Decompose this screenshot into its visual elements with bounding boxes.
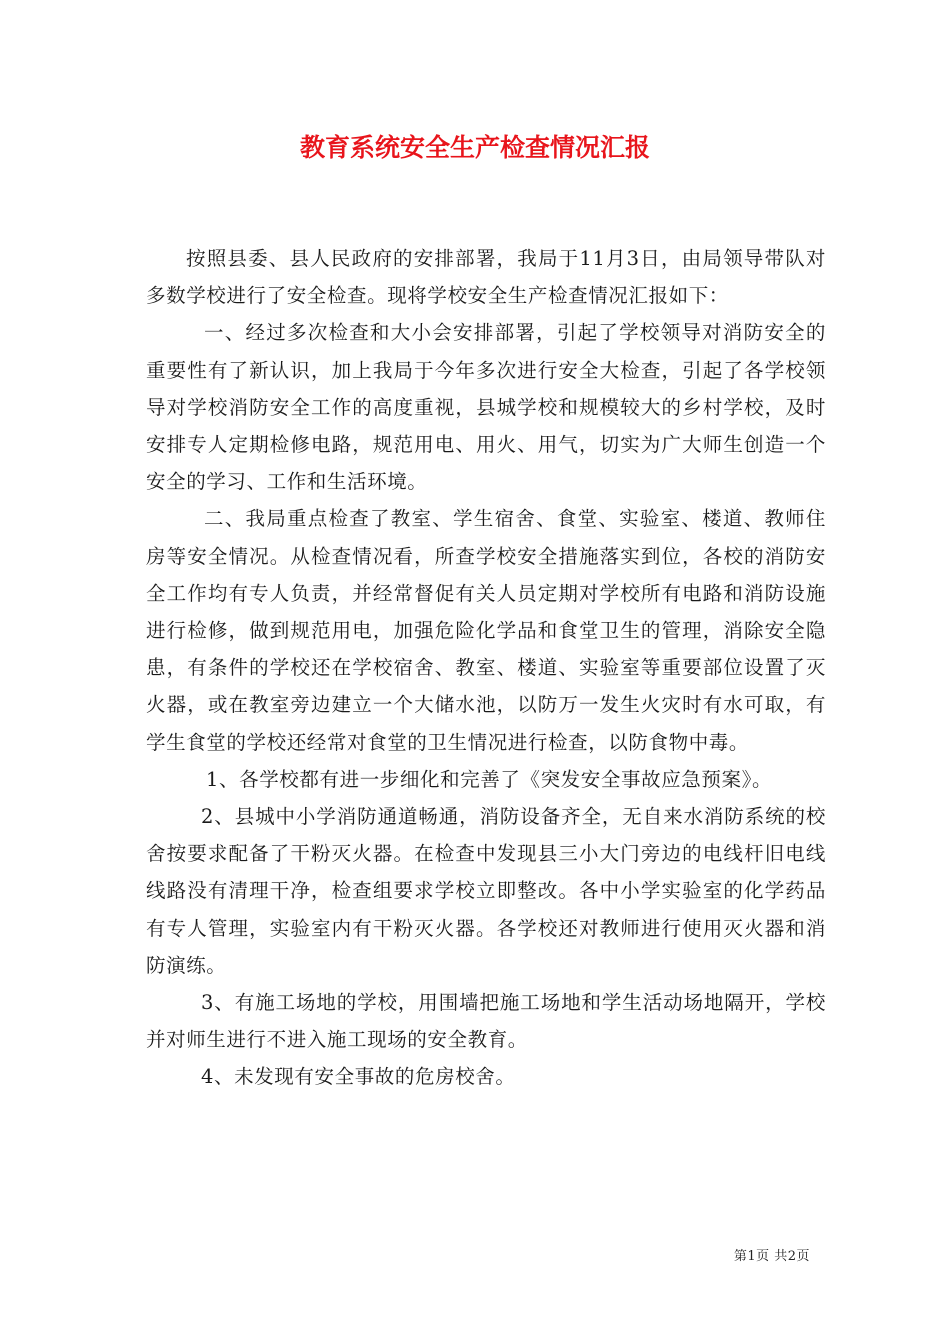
document-title: 教育系统安全生产检查情况汇报: [299, 133, 650, 162]
paragraph-item-4: 4、未发现有安全事故的危房校舍。: [201, 1065, 516, 1089]
paragraph-intro: 按照县委、县人民政府的安排部署，我局于11月3日，由局领导带队对多数学校进行了安全检查。现将学校安全生产检查情况汇报如下：: [146, 247, 826, 308]
paragraph-section-2: 二、我局重点检查了教室、学生宿舍、食堂、实验室、楼道、教师住房等安全情况。从检查情况看，所查学校安全措施落实到位，各校的消防安全工作均有专人负责，并经常督促有关人员定期对学校所有电路和消防设施进行检修，做到规范用电，加强危险化学品和食堂卫生的管理，消除安全隐患，有条件的学校还在学校宿舍、教室、楼道、实验室等重要部位设置了灭火器，或在教室旁边建立一个大储水池，以防万一发生火灾时有水可取，有学生食堂的学校还经常对食堂的卫生情况进行检查，以防食物中毒。: [146, 507, 826, 754]
paragraph-item-1: 1、各学校都有进一步细化和完善了《突发安全事故应急预案》。: [206, 767, 773, 791]
paragraph-item-2: 2、县城中小学消防通道畅通，消防设备齐全，无自来水消防系统的校舍按要求配备了干粉灭火器。在检查中发现县三小大门旁边的电线杆旧电线线路没有清理干净，检查组要求学校立即整改。各中小学实验室的化学药品有专人管理，实验室内有干粉灭火器。各学校还对教师进行使用灭火器和消防演练。: [146, 805, 826, 977]
document-body: [146, 240, 826, 1096]
paragraph-item-3: 3、有施工场地的学校，用围墙把施工场地和学生活动场地隔开，学校并对师生进行不进入施工现场的安全教育。: [146, 991, 826, 1052]
paragraph-section-1: 一、经过多次检查和大小会安排部署，引起了学校领导对消防安全的重要性有了新认识，加上我局于今年多次进行安全大检查，引起了各学校领导对学校消防安全工作的高度重视，县城学校和规模较大的乡村学校，及时安排专人定期检修电路，规范用电、用火、用气，切实为广大师生创造一个安全的学习、工作和生活环境。: [146, 321, 826, 494]
page-number: 第1页 共2页: [733, 1249, 810, 1264]
